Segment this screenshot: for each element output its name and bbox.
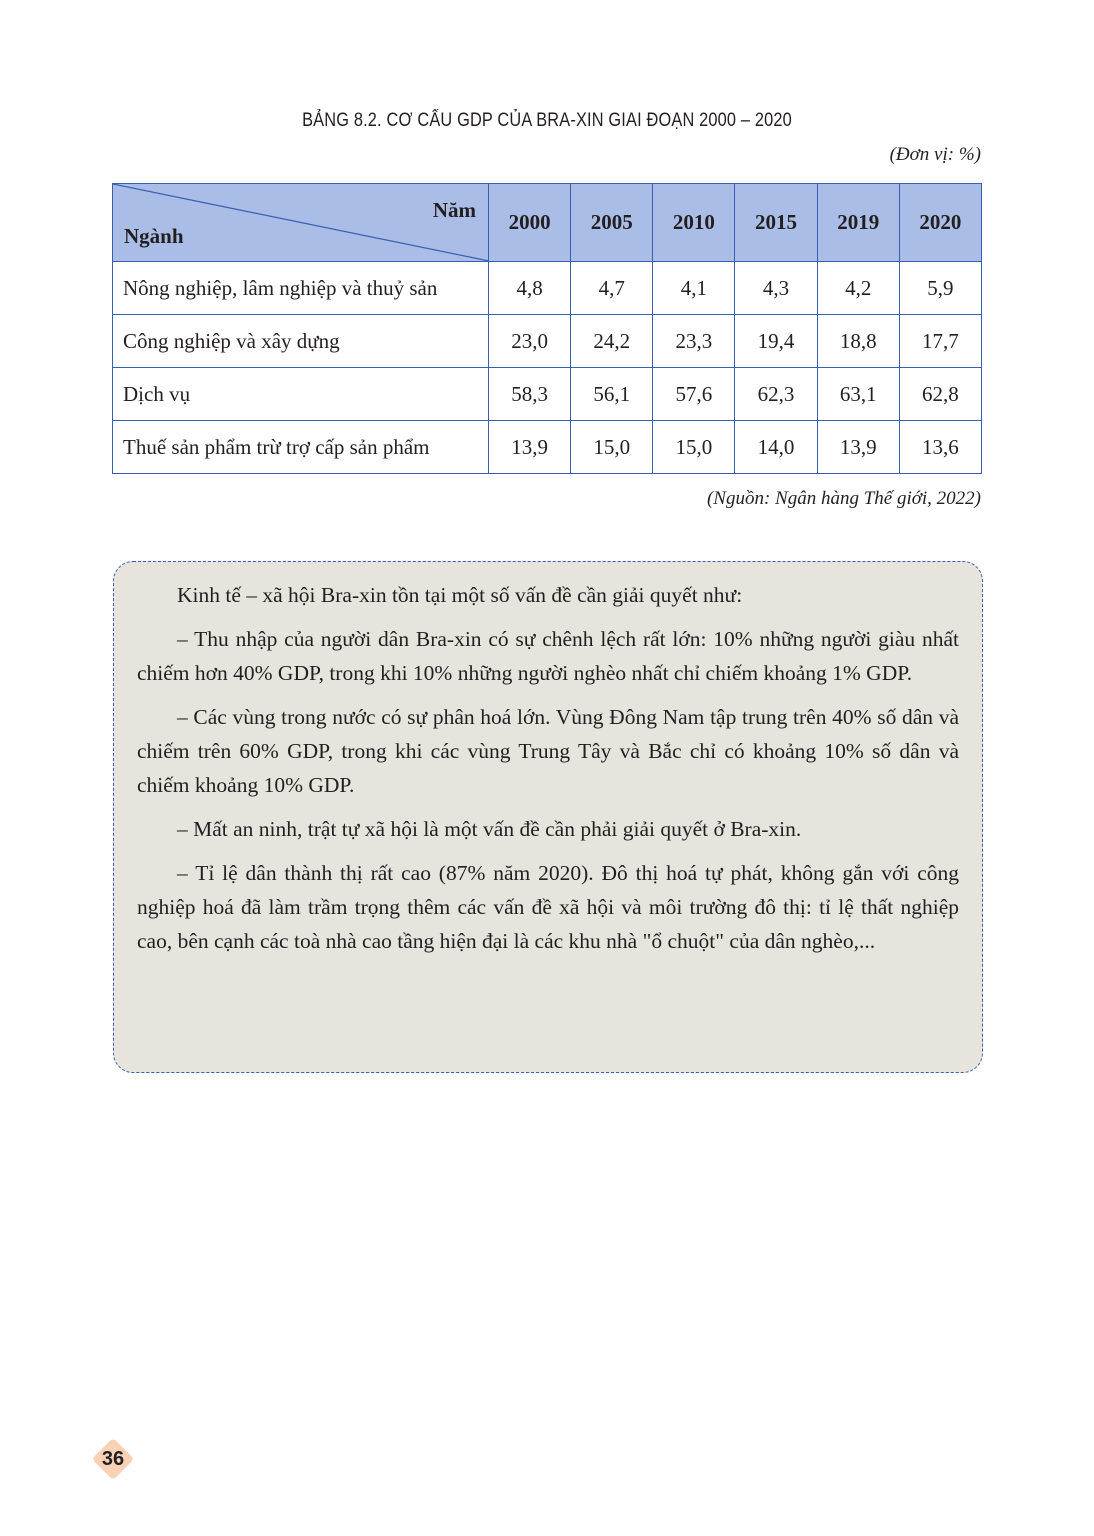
info-paragraph: – Tỉ lệ dân thành thị rất cao (87% năm 2020). Đô thị hoá tự phát, không gắn với công nghiệp hoá đã làm trầm trọng thêm các vấn đề xã hội và môi trường đô thị: tỉ lệ thất nghiệp cao, bên cạnh các toà nhà cao tầng hiện đại là các khu nhà "ổ chuột" của dân nghèo,... [137, 861, 959, 953]
info-paragraph: – Mất an ninh, trật tự xã hội là một vấn đề cần phải giải quyết ở Bra-xin. [177, 817, 802, 841]
value-cell: 13,6 [899, 421, 981, 474]
year-header: 2015 [735, 184, 817, 262]
table-title: BẢNG 8.2. CƠ CẤU GDP CỦA BRA-XIN GIAI ĐOẠN 2000 – 2020 [302, 110, 792, 131]
value-cell: 4,3 [735, 262, 817, 315]
info-paragraph: – Thu nhập của người dân Bra-xin có sự chênh lệch rất lớn: 10% những người giàu nhất chiếm hơn 40% GDP, trong khi 10% những người nghèo nhất chỉ chiếm khoảng 1% GDP. [137, 627, 959, 685]
year-header: 2000 [489, 184, 571, 262]
year-header: 2019 [817, 184, 899, 262]
info-paragraph: Kinh tế – xã hội Bra-xin tồn tại một số vấn đề cần giải quyết như: [177, 583, 743, 607]
table-row [113, 421, 982, 474]
sector-name-cell: Công nghiệp và xây dựng [113, 315, 489, 368]
value-cell: 58,3 [489, 368, 571, 421]
value-cell: 14,0 [735, 421, 817, 474]
value-cell: 4,8 [489, 262, 571, 315]
value-cell: 62,8 [899, 368, 981, 421]
value-cell: 62,3 [735, 368, 817, 421]
table-source: (Nguồn: Ngân hàng Thế giới, 2022) [706, 488, 981, 509]
value-cell: 13,9 [817, 421, 899, 474]
value-cell: 24,2 [571, 315, 653, 368]
corner-year-label: Năm [432, 198, 476, 222]
value-cell: 5,9 [899, 262, 981, 315]
value-cell: 23,0 [489, 315, 571, 368]
sector-name-cell: Thuế sản phẩm trừ trợ cấp sản phẩm [113, 421, 489, 474]
value-cell: 13,9 [489, 421, 571, 474]
year-header: 2010 [653, 184, 735, 262]
table-row [113, 262, 982, 315]
value-cell: 63,1 [817, 368, 899, 421]
value-cell: 23,3 [653, 315, 735, 368]
year-header: 2020 [899, 184, 981, 262]
table-row [113, 368, 982, 421]
value-cell: 56,1 [571, 368, 653, 421]
value-cell: 4,7 [571, 262, 653, 315]
sector-name-cell: Dịch vụ [113, 368, 489, 421]
page-number-badge [92, 1438, 134, 1480]
corner-header-cell [113, 184, 489, 262]
corner-sector-label: Ngành [124, 224, 184, 248]
info-box [113, 561, 983, 1073]
table-header-row [113, 184, 982, 262]
sector-name-cell: Nông nghiệp, lâm nghiệp và thuỷ sản [113, 262, 489, 315]
value-cell: 18,8 [817, 315, 899, 368]
value-cell: 15,0 [571, 421, 653, 474]
table-row [113, 315, 982, 368]
table-unit: (Đơn vị: %) [889, 144, 981, 165]
info-paragraph: – Các vùng trong nước có sự phân hoá lớn. Vùng Đông Nam tập trung trên 40% số dân và chiếm trên 60% GDP, trong khi các vùng Trung Tây và Bắc chỉ có khoảng 10% số dân và chiếm khoảng 10% GDP. [137, 705, 959, 797]
year-header: 2005 [571, 184, 653, 262]
value-cell: 57,6 [653, 368, 735, 421]
value-cell: 4,2 [817, 262, 899, 315]
value-cell: 15,0 [653, 421, 735, 474]
value-cell: 17,7 [899, 315, 981, 368]
value-cell: 19,4 [735, 315, 817, 368]
gdp-structure-table [112, 183, 982, 474]
value-cell: 4,1 [653, 262, 735, 315]
page-number: 36 [101, 1448, 125, 1470]
